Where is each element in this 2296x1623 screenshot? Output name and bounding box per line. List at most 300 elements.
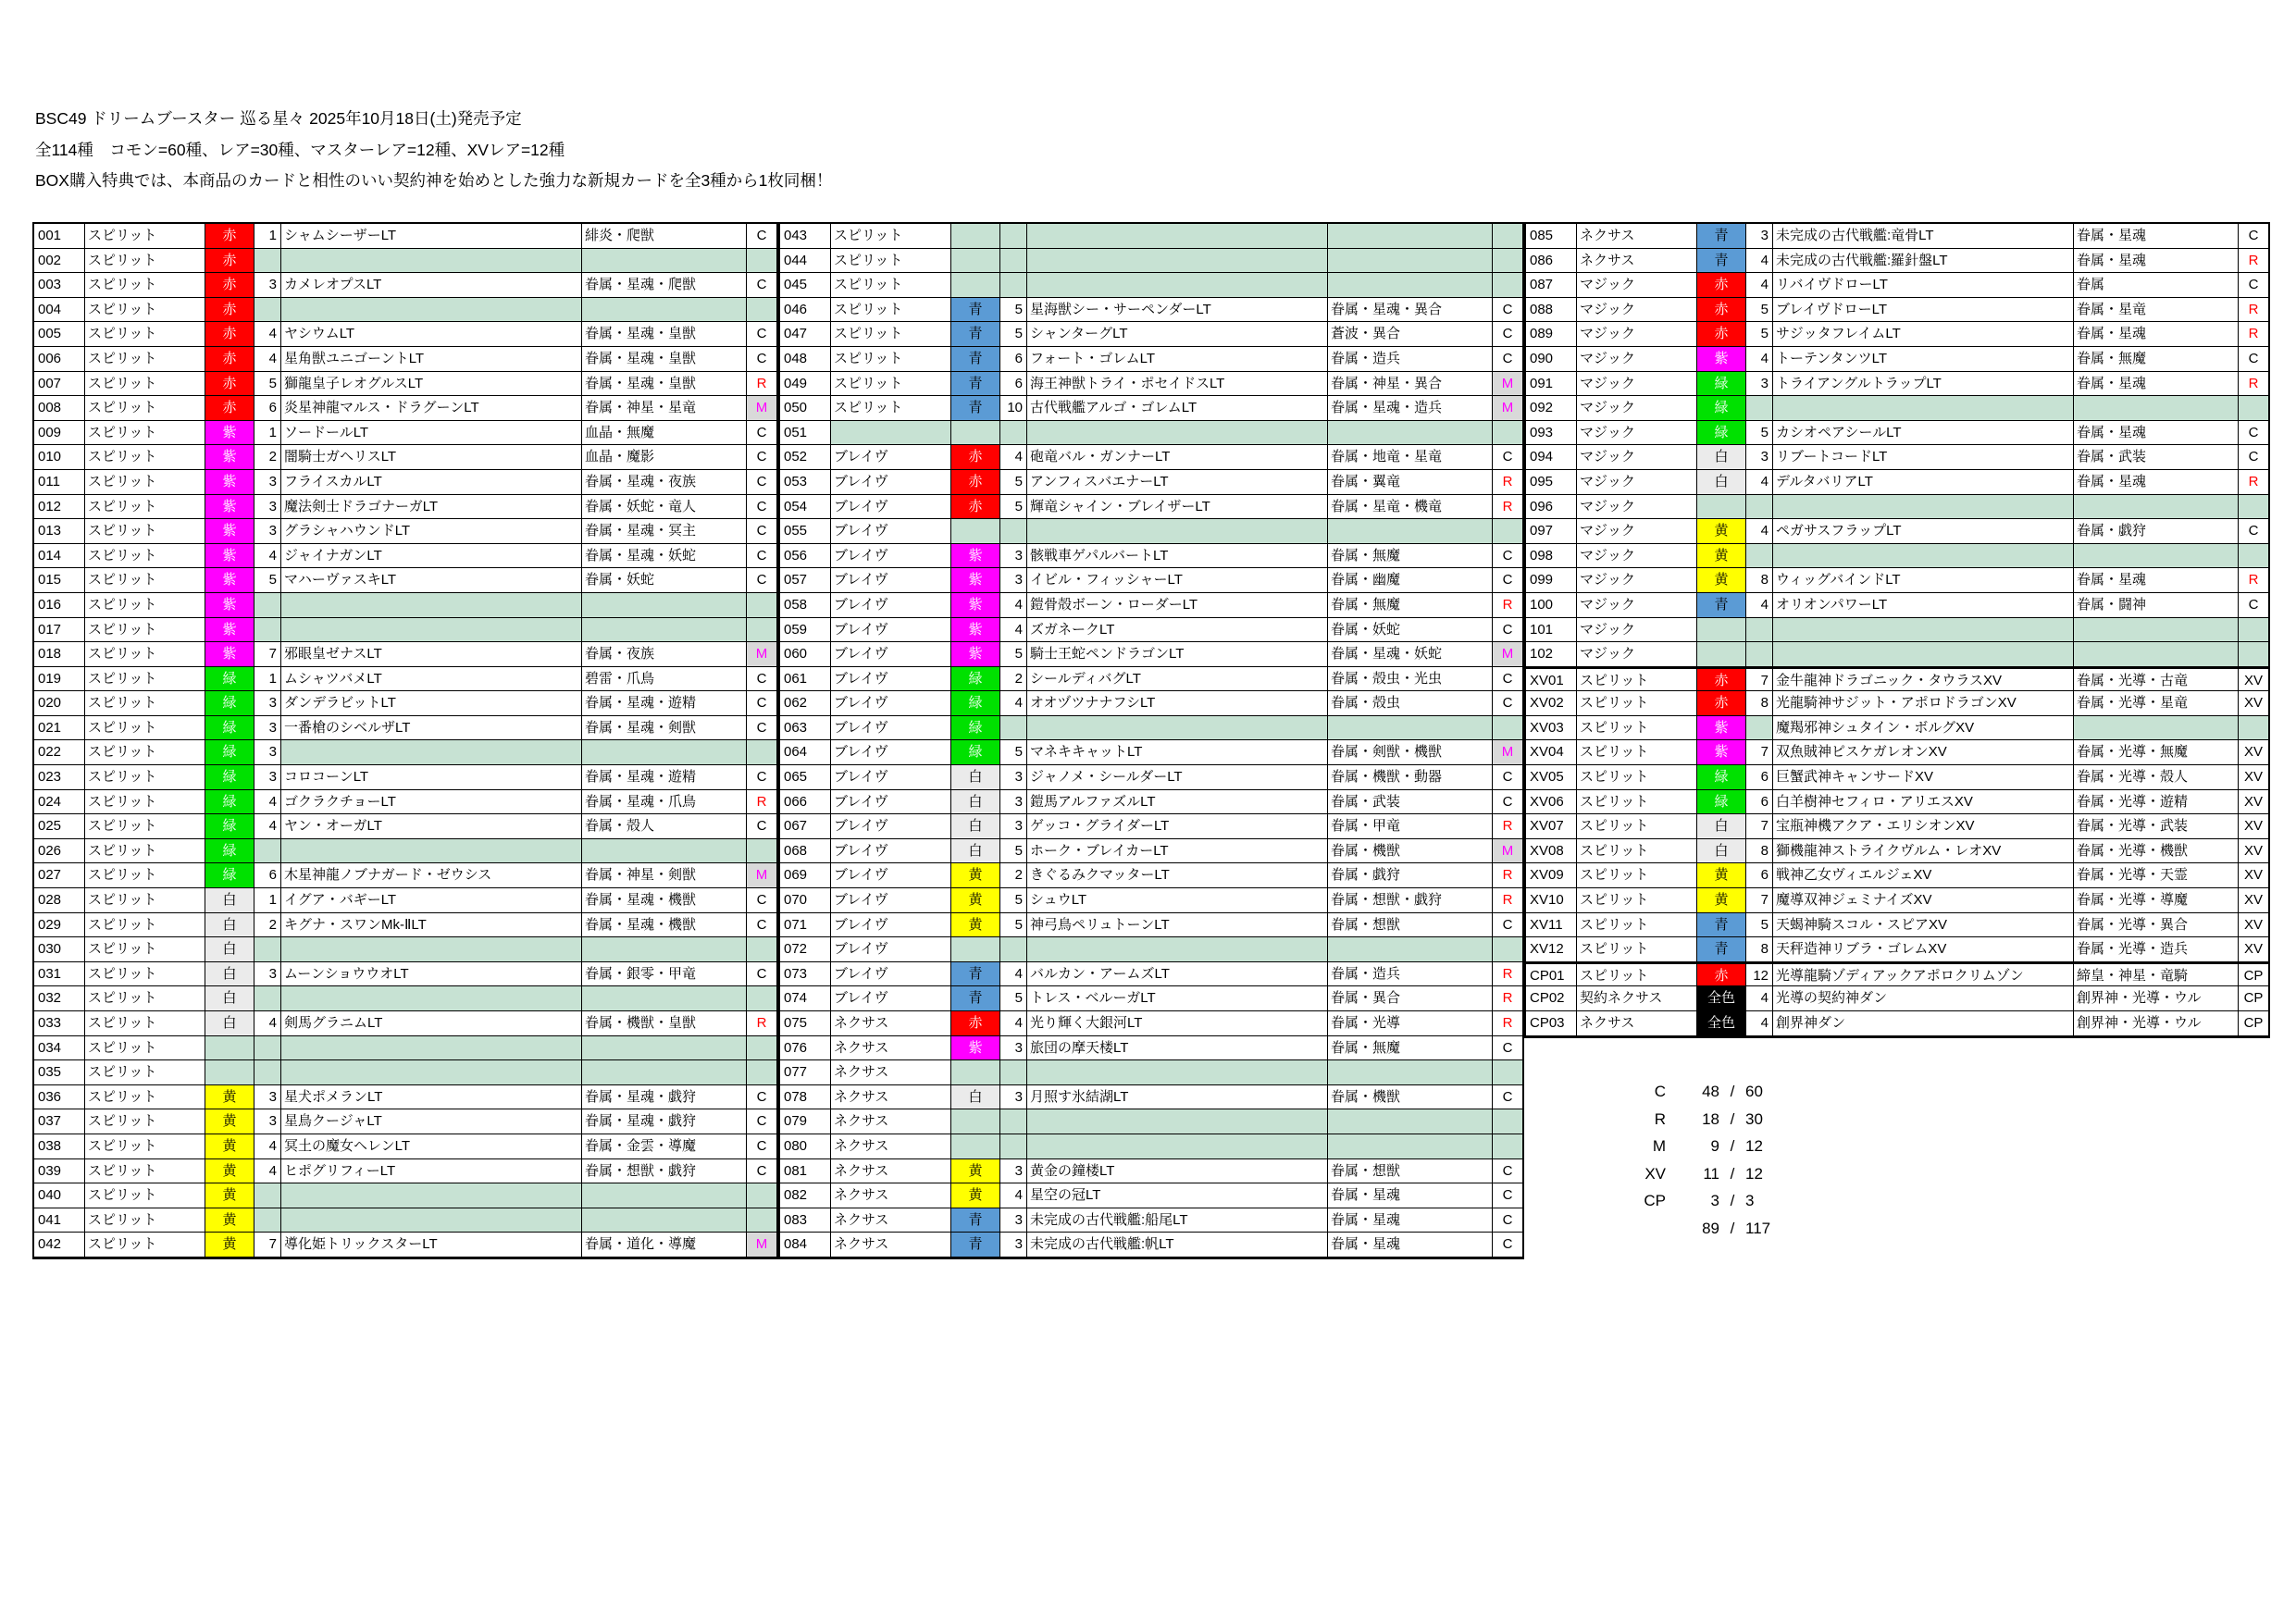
rarity-cell: C: [747, 544, 776, 569]
row-number-cell: 023: [34, 765, 85, 790]
rarity-cell: [747, 740, 776, 765]
attribute-cell: [1328, 716, 1493, 741]
rarity-cell: M: [747, 642, 776, 667]
cost-cell: 3: [1000, 1233, 1027, 1258]
attribute-cell: 創界神・光導・ウル: [2074, 1011, 2239, 1036]
cost-cell: 4: [1746, 470, 1773, 495]
card-type-cell: スピリット: [85, 667, 205, 692]
row-number-cell: 100: [1526, 593, 1577, 618]
card-type-cell: スピリット: [85, 863, 205, 888]
attribute-cell: 眷属・機獣: [1328, 1085, 1493, 1110]
attribute-cell: [582, 740, 747, 765]
card-type-cell: スピリット: [1577, 814, 1697, 839]
cost-cell: 6: [1746, 863, 1773, 888]
card-name-cell: カメレオプスLT: [281, 273, 582, 298]
attribute-cell: 眷属・星魂・戯狩: [582, 1109, 747, 1134]
color-cell: 緑: [951, 740, 1000, 765]
cost-cell: 4: [1746, 1011, 1773, 1036]
card-type-cell: スピリット: [85, 1011, 205, 1036]
attribute-cell: [582, 839, 747, 864]
rarity-cell: R: [747, 790, 776, 815]
row-number-cell: 022: [34, 740, 85, 765]
cost-cell: 3: [1746, 372, 1773, 397]
color-cell: 黄: [951, 863, 1000, 888]
rarity-cell: C: [747, 495, 776, 520]
card-type-cell: ネクサス: [831, 1233, 951, 1258]
color-cell: [951, 249, 1000, 274]
color-cell: [951, 1134, 1000, 1159]
color-cell: 紫: [1697, 716, 1746, 741]
card-type-cell: マジック: [1577, 445, 1697, 470]
rarity-cell: C: [2239, 273, 2268, 298]
card-type-cell: マジック: [1577, 593, 1697, 618]
color-cell: [951, 273, 1000, 298]
card-name-cell: 一番槍のシベルザLT: [281, 716, 582, 741]
card-type-cell: マジック: [1577, 273, 1697, 298]
cost-cell: 3: [1000, 814, 1027, 839]
rarity-cell: [1493, 1060, 1522, 1085]
row-number-cell: 029: [34, 913, 85, 938]
color-cell: 緑: [205, 790, 254, 815]
card-name-cell: [281, 937, 582, 962]
row-number-cell: 004: [34, 298, 85, 323]
color-cell: 赤: [951, 495, 1000, 520]
summary-rarity-label: [1610, 1215, 1666, 1243]
color-cell: 紫: [205, 519, 254, 544]
card-name-cell: トーテンタンツLT: [1773, 347, 2074, 372]
row-number-cell: 005: [34, 322, 85, 347]
card-type-cell: マジック: [1577, 347, 1697, 372]
card-type-cell: スピリット: [1577, 740, 1697, 765]
card-name-cell: 砲竜バル・ガンナーLT: [1027, 445, 1328, 470]
card-name-cell: ジャイナガンLT: [281, 544, 582, 569]
color-cell: 赤: [951, 445, 1000, 470]
row-number-cell: 015: [34, 568, 85, 593]
cost-cell: 3: [1000, 1208, 1027, 1233]
card-type-cell: スピリット: [831, 224, 951, 249]
cost-cell: 3: [1746, 445, 1773, 470]
row-number-cell: 047: [780, 322, 831, 347]
card-type-cell: ブレイヴ: [831, 445, 951, 470]
card-name-cell: 光り輝く大銀河LT: [1027, 1011, 1328, 1036]
color-cell: 赤: [951, 1011, 1000, 1036]
card-name-cell: [1773, 544, 2074, 569]
rarity-cell: C: [1493, 568, 1522, 593]
row-number-cell: XV03: [1526, 716, 1577, 741]
color-cell: 白: [951, 1085, 1000, 1110]
color-cell: 紫: [1697, 347, 1746, 372]
rarity-cell: R: [747, 372, 776, 397]
row-number-cell: 032: [34, 986, 85, 1011]
card-name-cell: [281, 249, 582, 274]
card-name-cell: 導化姫トリックスターLT: [281, 1233, 582, 1258]
attribute-cell: 眷属・星魂・遊精: [582, 691, 747, 716]
rarity-cell: M: [747, 1233, 776, 1258]
color-cell: 白: [205, 962, 254, 987]
cost-cell: 5: [1000, 495, 1027, 520]
card-name-cell: 骸戦車ゲパルバートLT: [1027, 544, 1328, 569]
rarity-cell: C: [1493, 1085, 1522, 1110]
cost-cell: 3: [1746, 224, 1773, 249]
cost-cell: 4: [254, 790, 281, 815]
color-cell: 緑: [1697, 396, 1746, 421]
card-type-cell: スピリット: [85, 1085, 205, 1110]
rarity-cell: R: [1493, 814, 1522, 839]
cost-cell: 4: [1000, 691, 1027, 716]
color-cell: 緑: [951, 667, 1000, 692]
attribute-cell: 眷属・戯狩: [2074, 519, 2239, 544]
card-type-cell: ブレイヴ: [831, 642, 951, 667]
cost-cell: 8: [1746, 937, 1773, 962]
card-name-cell: コロコーンLT: [281, 765, 582, 790]
rarity-cell: C: [747, 962, 776, 987]
row-number-cell: XV04: [1526, 740, 1577, 765]
card-table-group-3: [1524, 222, 2270, 1038]
rarity-cell: C: [747, 347, 776, 372]
summary-rarity-label: C: [1654, 1083, 1666, 1100]
card-type-cell: ブレイヴ: [831, 888, 951, 913]
summary-separator: /: [1730, 1137, 1735, 1155]
rarity-cell: C: [747, 1134, 776, 1159]
card-type-cell: スピリット: [85, 470, 205, 495]
card-name-cell: ヤン・オーガLT: [281, 814, 582, 839]
card-type-cell: スピリット: [85, 298, 205, 323]
color-cell: 黄: [205, 1134, 254, 1159]
card-name-cell: カシオペアシールLT: [1773, 421, 2074, 446]
row-number-cell: 001: [34, 224, 85, 249]
rarity-cell: C: [1493, 1208, 1522, 1233]
row-number-cell: 075: [780, 1011, 831, 1036]
row-number-cell: XV07: [1526, 814, 1577, 839]
card-name-cell: 鎧馬アルファズルLT: [1027, 790, 1328, 815]
cost-cell: 5: [1746, 913, 1773, 938]
summary-count-total: 117: [1745, 1219, 1771, 1237]
rarity-cell: R: [1493, 495, 1522, 520]
rarity-cell: CP: [2239, 962, 2268, 987]
rarity-cell: XV: [2239, 913, 2268, 938]
row-number-cell: 016: [34, 593, 85, 618]
card-name-cell: オリオンパワーLT: [1773, 593, 2074, 618]
rarity-cell: C: [747, 1159, 776, 1184]
summary-rarity-label: CP: [1644, 1192, 1666, 1209]
attribute-cell: 眷属・想獣: [1328, 1159, 1493, 1184]
attribute-cell: 眷属・神星・星竜: [582, 396, 747, 421]
rarity-cell: C: [1493, 1183, 1522, 1208]
cost-cell: [254, 1208, 281, 1233]
row-number-cell: 098: [1526, 544, 1577, 569]
cost-cell: 6: [1746, 765, 1773, 790]
color-cell: 黄: [1697, 863, 1746, 888]
rarity-cell: C: [747, 568, 776, 593]
rarity-cell: [2239, 716, 2268, 741]
cost-cell: 3: [254, 519, 281, 544]
cost-cell: 4: [1000, 618, 1027, 643]
color-cell: 黄: [951, 1183, 1000, 1208]
card-type-cell: スピリット: [85, 396, 205, 421]
cost-cell: 1: [254, 888, 281, 913]
card-type-cell: ブレイヴ: [831, 765, 951, 790]
cost-cell: 4: [1746, 249, 1773, 274]
card-name-cell: 剣馬グラニムLT: [281, 1011, 582, 1036]
color-cell: 緑: [205, 691, 254, 716]
card-name-cell: ソードールLT: [281, 421, 582, 446]
row-number-cell: CP01: [1526, 962, 1577, 987]
row-number-cell: 064: [780, 740, 831, 765]
color-cell: 赤: [1697, 322, 1746, 347]
cost-cell: 4: [254, 544, 281, 569]
card-type-cell: スピリット: [831, 298, 951, 323]
rarity-cell: [747, 937, 776, 962]
card-name-cell: シールディバグLT: [1027, 667, 1328, 692]
cost-cell: 1: [254, 667, 281, 692]
attribute-cell: 眷属・星魂: [2074, 372, 2239, 397]
cost-cell: 5: [1000, 322, 1027, 347]
row-number-cell: 037: [34, 1109, 85, 1134]
card-name-cell: 未完成の古代戦艦:帆LT: [1027, 1233, 1328, 1258]
cost-cell: 1: [254, 224, 281, 249]
attribute-cell: 眷属・光導・造兵: [2074, 937, 2239, 962]
cost-cell: 7: [254, 1233, 281, 1258]
card-type-cell: スピリット: [85, 544, 205, 569]
attribute-cell: 眷属・銀零・甲竜: [582, 962, 747, 987]
rarity-cell: C: [1493, 618, 1522, 643]
color-cell: [205, 1060, 254, 1085]
card-name-cell: [1773, 618, 2074, 643]
cost-cell: 3: [254, 740, 281, 765]
cost-cell: [1000, 1060, 1027, 1085]
color-cell: 全色: [1697, 1011, 1746, 1036]
card-name-cell: 未完成の古代戦艦:竜骨LT: [1773, 224, 2074, 249]
card-name-cell: [1027, 1134, 1328, 1159]
color-cell: 白: [205, 913, 254, 938]
card-name-cell: 宝瓶神機アクア・エリシオンXV: [1773, 814, 2074, 839]
card-name-cell: 魔羯邪神シュタイン・ボルグXV: [1773, 716, 2074, 741]
card-name-cell: 光導の契約神ダン: [1773, 986, 2074, 1011]
cost-cell: [254, 618, 281, 643]
rarity-cell: C: [1493, 1159, 1522, 1184]
summary-count-have: 9: [1710, 1137, 1719, 1155]
color-cell: 紫: [205, 445, 254, 470]
row-number-cell: 040: [34, 1183, 85, 1208]
attribute-cell: 眷属・星魂・遊精: [582, 765, 747, 790]
attribute-cell: 眷属・妖蛇: [1328, 618, 1493, 643]
card-name-cell: 光導龍騎ゾディアックアポロクリムゾン: [1773, 962, 2074, 987]
cost-cell: 3: [1000, 1085, 1027, 1110]
color-cell: 青: [951, 396, 1000, 421]
cost-cell: 8: [1746, 691, 1773, 716]
attribute-cell: 眷属・星魂: [1328, 1183, 1493, 1208]
color-cell: 緑: [205, 716, 254, 741]
rarity-count-summary: [1610, 1078, 1805, 1242]
summary-separator: /: [1730, 1109, 1735, 1128]
color-cell: 青: [1697, 224, 1746, 249]
color-cell: 緑: [205, 863, 254, 888]
color-cell: 緑: [205, 839, 254, 864]
cost-cell: 4: [1000, 445, 1027, 470]
card-type-cell: ブレイヴ: [831, 470, 951, 495]
attribute-cell: 眷属・妖蛇・竜人: [582, 495, 747, 520]
rarity-cell: M: [1493, 642, 1522, 667]
row-number-cell: 008: [34, 396, 85, 421]
color-cell: 赤: [1697, 691, 1746, 716]
attribute-cell: 眷属・無魔: [1328, 1036, 1493, 1061]
attribute-cell: 眷属・想獣: [1328, 913, 1493, 938]
rarity-cell: C: [747, 888, 776, 913]
card-type-cell: スピリット: [85, 322, 205, 347]
rarity-cell: [2239, 495, 2268, 520]
attribute-cell: 眷属・光導: [1328, 1011, 1493, 1036]
card-type-cell: スピリット: [85, 1208, 205, 1233]
rarity-cell: [1493, 273, 1522, 298]
row-number-cell: 048: [780, 347, 831, 372]
rarity-cell: C: [1493, 445, 1522, 470]
card-name-cell: 神弓鳥ペリュトーンLT: [1027, 913, 1328, 938]
row-number-cell: 002: [34, 249, 85, 274]
attribute-cell: [582, 249, 747, 274]
cost-cell: [1000, 519, 1027, 544]
color-cell: 青: [951, 986, 1000, 1011]
row-number-cell: 025: [34, 814, 85, 839]
color-cell: 緑: [205, 667, 254, 692]
cost-cell: 5: [1000, 839, 1027, 864]
card-type-cell: スピリット: [831, 273, 951, 298]
attribute-cell: 眷属・星魂・造兵: [1328, 396, 1493, 421]
color-cell: 紫: [951, 1036, 1000, 1061]
attribute-cell: 眷属・星魂・機獣: [582, 888, 747, 913]
rarity-cell: [1493, 249, 1522, 274]
row-number-cell: 060: [780, 642, 831, 667]
row-number-cell: XV10: [1526, 888, 1577, 913]
attribute-cell: [582, 618, 747, 643]
row-number-cell: 057: [780, 568, 831, 593]
cost-cell: 4: [254, 322, 281, 347]
cost-cell: 2: [1000, 863, 1027, 888]
card-name-cell: ヤシウムLT: [281, 322, 582, 347]
row-number-cell: 035: [34, 1060, 85, 1085]
color-cell: 赤: [1697, 962, 1746, 987]
cost-cell: [254, 593, 281, 618]
rarity-cell: C: [1493, 691, 1522, 716]
summary-count-total: 12: [1745, 1137, 1763, 1155]
color-cell: 赤: [205, 273, 254, 298]
cost-cell: 3: [1000, 765, 1027, 790]
summary-separator: /: [1730, 1083, 1735, 1100]
card-name-cell: シュウLT: [1027, 888, 1328, 913]
color-cell: 白: [205, 888, 254, 913]
rarity-cell: C: [747, 667, 776, 692]
color-cell: 黄: [951, 913, 1000, 938]
attribute-cell: 眷属・光導・異合: [2074, 913, 2239, 938]
cost-cell: 7: [1746, 888, 1773, 913]
cost-cell: [1000, 249, 1027, 274]
row-number-cell: 011: [34, 470, 85, 495]
row-number-cell: 049: [780, 372, 831, 397]
card-name-cell: 闇騎士ガヘリスLT: [281, 445, 582, 470]
rarity-cell: C: [747, 814, 776, 839]
row-number-cell: XV01: [1526, 667, 1577, 692]
card-type-cell: スピリット: [85, 273, 205, 298]
color-cell: 紫: [205, 495, 254, 520]
color-cell: [951, 1060, 1000, 1085]
rarity-cell: R: [2239, 322, 2268, 347]
color-cell: [1697, 495, 1746, 520]
cost-cell: [1746, 716, 1773, 741]
rarity-cell: XV: [2239, 667, 2268, 692]
card-type-cell: スピリット: [831, 396, 951, 421]
rarity-cell: C: [747, 445, 776, 470]
card-name-cell: ヒポグリフィーLT: [281, 1159, 582, 1184]
card-name-cell: 双魚賊神ピスケガレオンXV: [1773, 740, 2074, 765]
card-type-cell: ネクサス: [1577, 1011, 1697, 1036]
attribute-cell: 血晶・無魔: [582, 421, 747, 446]
row-number-cell: 006: [34, 347, 85, 372]
cost-cell: 4: [1000, 1183, 1027, 1208]
row-number-cell: 045: [780, 273, 831, 298]
attribute-cell: 眷属・地竜・星竜: [1328, 445, 1493, 470]
color-cell: 赤: [205, 298, 254, 323]
card-type-cell: ブレイヴ: [831, 937, 951, 962]
card-name-cell: マハーヴァスキLT: [281, 568, 582, 593]
attribute-cell: 眷属・星魂: [2074, 568, 2239, 593]
card-type-cell: ブレイヴ: [831, 790, 951, 815]
card-type-cell: スピリット: [831, 249, 951, 274]
card-type-cell: ネクサス: [831, 1036, 951, 1061]
cost-cell: 4: [254, 814, 281, 839]
attribute-cell: 血晶・魔影: [582, 445, 747, 470]
card-name-cell: [281, 1060, 582, 1085]
attribute-cell: 蒼波・異合: [1328, 322, 1493, 347]
row-number-cell: 095: [1526, 470, 1577, 495]
rarity-cell: XV: [2239, 765, 2268, 790]
attribute-cell: 眷属・星魂: [2074, 224, 2239, 249]
card-name-cell: [281, 1183, 582, 1208]
card-name-cell: [281, 986, 582, 1011]
card-name-cell: ダンデラビットLT: [281, 691, 582, 716]
cost-cell: [1000, 224, 1027, 249]
cost-cell: 4: [254, 1011, 281, 1036]
attribute-cell: 眷属・星魂・爪鳥: [582, 790, 747, 815]
rarity-cell: C: [747, 913, 776, 938]
attribute-cell: 眷属・機獣・動器: [1328, 765, 1493, 790]
cost-cell: 4: [1746, 986, 1773, 1011]
cost-cell: 7: [254, 642, 281, 667]
row-number-cell: 072: [780, 937, 831, 962]
row-number-cell: 085: [1526, 224, 1577, 249]
card-type-cell: スピリット: [85, 1233, 205, 1258]
color-cell: 赤: [1697, 667, 1746, 692]
card-name-cell: ズガネークLT: [1027, 618, 1328, 643]
card-type-cell: マジック: [1577, 421, 1697, 446]
cost-cell: [254, 839, 281, 864]
card-name-cell: [1027, 273, 1328, 298]
color-cell: 緑: [205, 740, 254, 765]
row-number-cell: 071: [780, 913, 831, 938]
rarity-cell: [2239, 396, 2268, 421]
card-type-cell: スピリット: [85, 691, 205, 716]
row-number-cell: 038: [34, 1134, 85, 1159]
cost-cell: [1746, 618, 1773, 643]
card-type-cell: ブレイヴ: [831, 568, 951, 593]
rarity-cell: R: [1493, 962, 1522, 987]
row-number-cell: 027: [34, 863, 85, 888]
card-type-cell: スピリット: [85, 888, 205, 913]
card-type-cell: ブレイヴ: [831, 740, 951, 765]
color-cell: 白: [205, 986, 254, 1011]
color-cell: 赤: [1697, 273, 1746, 298]
rarity-cell: [747, 618, 776, 643]
row-number-cell: 076: [780, 1036, 831, 1061]
card-type-cell: スピリット: [85, 1109, 205, 1134]
